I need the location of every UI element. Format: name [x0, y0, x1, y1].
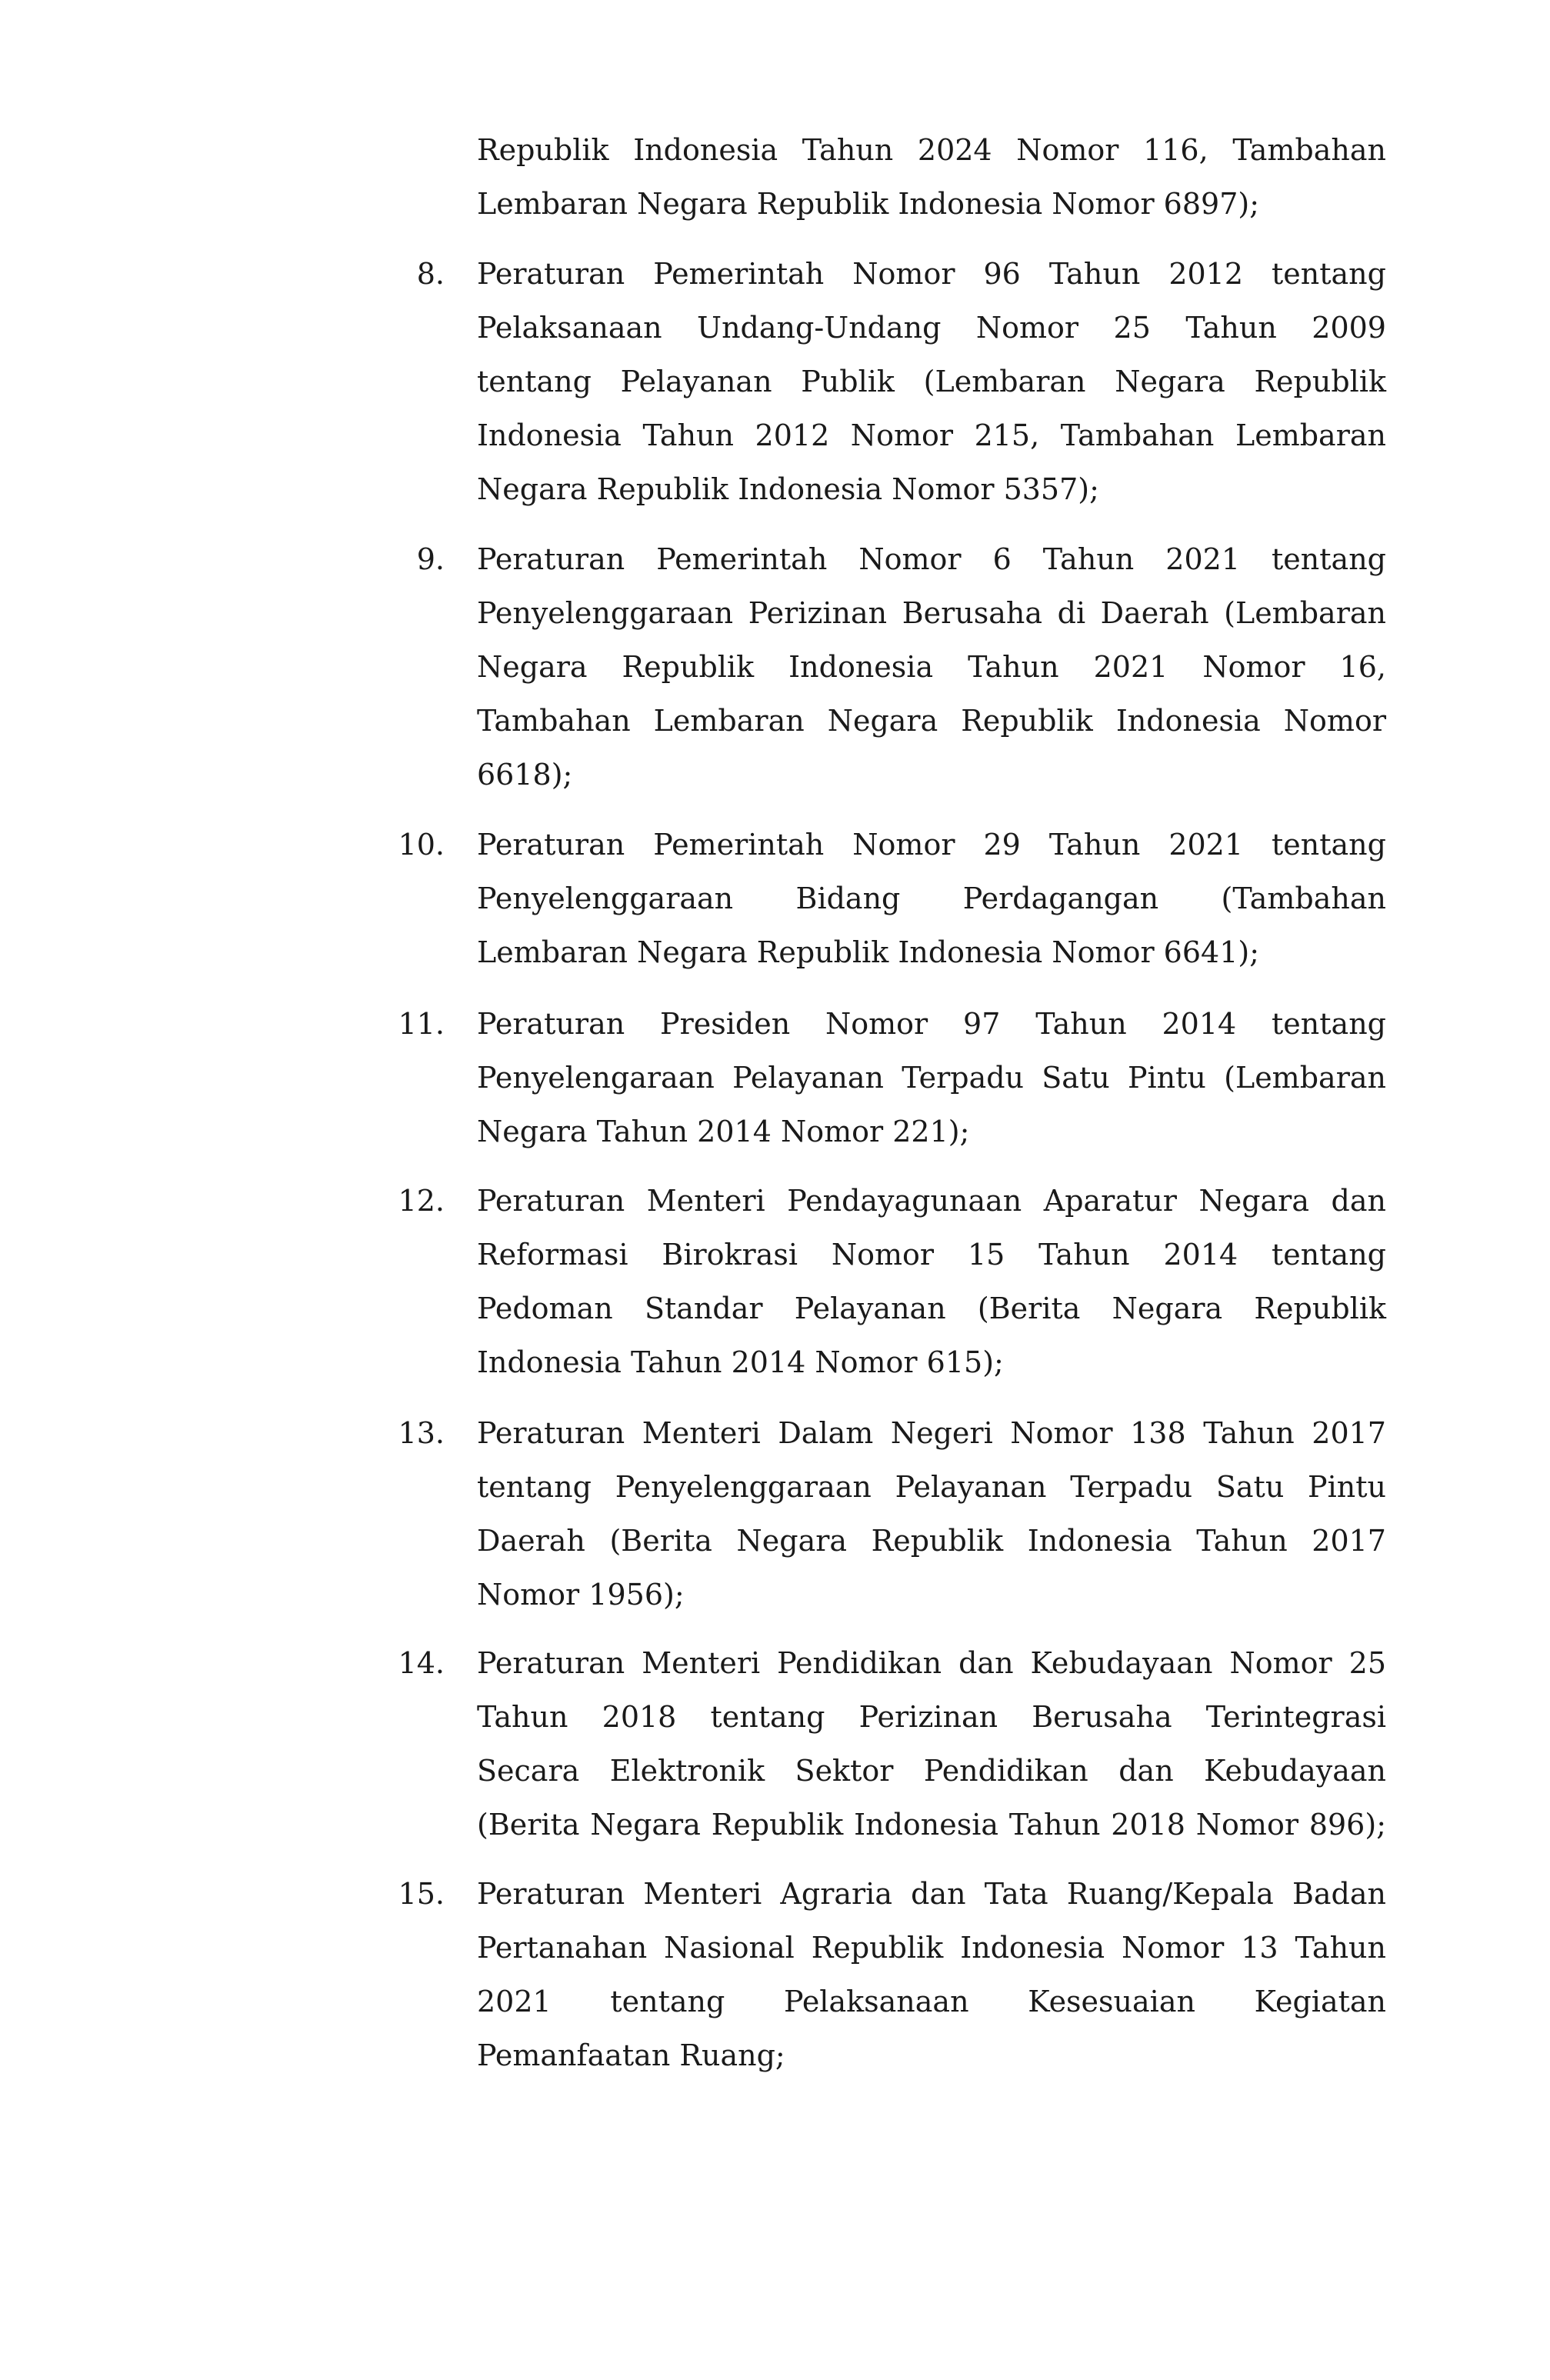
item-number: 10. — [398, 828, 445, 862]
item-text-line: Secara Elektronik Sektor Pendidikan dan Kebudayaan — [477, 1754, 1386, 1788]
item-text-line: Penyelenggaraan Bidang Perdagangan (Tambahan — [477, 882, 1386, 915]
item-text-line: Nomor 1956); — [477, 1578, 685, 1612]
item-number: 12. — [398, 1184, 445, 1218]
item-text-line: Pemanfaatan Ruang; — [477, 2038, 785, 2072]
item-text-line: Peraturan Pemerintah Nomor 6 Tahun 2021 tentang — [477, 542, 1386, 576]
continuation-line: Lembaran Negara Republik Indonesia Nomor 6897); — [477, 187, 1260, 221]
item-text-line: Penyelenggaraan Perizinan Berusaha di Daerah (Lembaran — [477, 596, 1386, 630]
item-text-line: Lembaran Negara Republik Indonesia Nomor 6641); — [477, 935, 1260, 969]
item-text-line: Peraturan Pemerintah Nomor 96 Tahun 2012 tentang — [477, 257, 1386, 291]
item-text-line: tentang Penyelenggaraan Pelayanan Terpadu Satu Pintu — [477, 1470, 1386, 1504]
item-text-line: Negara Republik Indonesia Nomor 5357); — [477, 472, 1099, 506]
item-text-line: Peraturan Menteri Pendayagunaan Aparatur Negara dan — [477, 1184, 1386, 1218]
item-text-line: Peraturan Presiden Nomor 97 Tahun 2014 tentang — [477, 1007, 1386, 1041]
item-text-line: Daerah (Berita Negara Republik Indonesia Tahun 2017 — [477, 1524, 1386, 1558]
item-text-line: Pelaksanaan Undang-Undang Nomor 25 Tahun 2009 — [477, 311, 1386, 345]
item-number: 8. — [416, 257, 445, 291]
item-text-line: Indonesia Tahun 2014 Nomor 615); — [477, 1345, 1004, 1379]
continuation-line: Republik Indonesia Tahun 2024 Nomor 116, Tambahan — [477, 133, 1386, 167]
item-text-line: Negara Tahun 2014 Nomor 221); — [477, 1115, 970, 1148]
item-number: 9. — [416, 542, 445, 576]
item-text-line: Indonesia Tahun 2012 Nomor 215, Tambahan Lembaran — [477, 418, 1386, 452]
item-number: 13. — [398, 1416, 445, 1450]
item-text-line: Pedoman Standar Pelayanan (Berita Negara Republik — [477, 1292, 1386, 1325]
item-text-line: Tahun 2018 tentang Perizinan Berusaha Terintegrasi — [477, 1700, 1386, 1734]
item-number: 11. — [398, 1007, 445, 1041]
item-number: 14. — [398, 1646, 445, 1680]
item-text-line: Peraturan Pemerintah Nomor 29 Tahun 2021 tentang — [477, 828, 1386, 862]
item-text-line: Negara Republik Indonesia Tahun 2021 Nomor 16, — [477, 650, 1386, 684]
item-text-line: Peraturan Menteri Agraria dan Tata Ruang/Kepala Badan — [477, 1877, 1386, 1911]
item-text-line: 6618); — [477, 758, 573, 792]
item-text-line: Tambahan Lembaran Negara Republik Indonesia Nomor — [477, 704, 1386, 738]
item-text-line: (Berita Negara Republik Indonesia Tahun 2018 Nomor 896); — [477, 1808, 1386, 1842]
item-text-line: Reformasi Birokrasi Nomor 15 Tahun 2014 tentang — [477, 1238, 1386, 1272]
item-text-line: Pertanahan Nasional Republik Indonesia Nomor 13 Tahun — [477, 1931, 1386, 1965]
item-text-line: 2021 tentang Pelaksanaan Kesesuaian Kegiatan — [477, 1985, 1386, 2018]
item-text-line: Peraturan Menteri Pendidikan dan Kebudayaan Nomor 25 — [477, 1646, 1386, 1680]
item-text-line: Penyelengaraan Pelayanan Terpadu Satu Pintu (Lembaran — [477, 1061, 1386, 1095]
item-number: 15. — [398, 1877, 445, 1911]
item-text-line: tentang Pelayanan Publik (Lembaran Negara Republik — [477, 365, 1386, 398]
item-text-line: Peraturan Menteri Dalam Negeri Nomor 138 Tahun 2017 — [477, 1416, 1386, 1450]
